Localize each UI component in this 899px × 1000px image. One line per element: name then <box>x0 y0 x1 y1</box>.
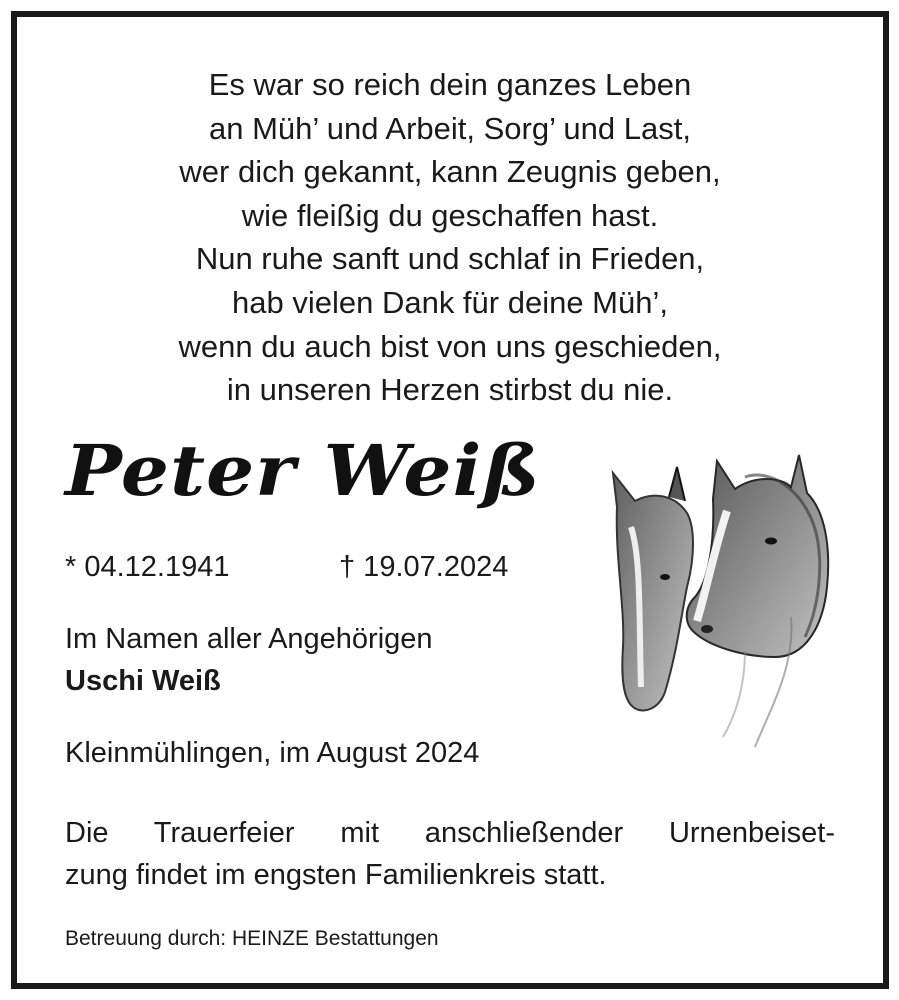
poem-line: an Müh’ und Arbeit, Sorg’ und Last, <box>209 110 691 146</box>
mourners-signer: Uschi Weiß <box>65 665 221 697</box>
deceased-name: Peter Weiß <box>65 429 541 512</box>
funeral-notice <box>65 812 835 896</box>
poem-line: wie fleißig du geschaffen hast. <box>241 197 659 233</box>
poem <box>17 63 883 412</box>
place-date: Kleinmühlingen, im August 2024 <box>65 737 480 769</box>
funeral-home-credit: Betreuung durch: HEINZE Bestattungen <box>65 927 439 950</box>
poem-line: Nun ruhe sanft und schlaf in Frieden, <box>195 241 705 277</box>
poem-line: wer dich gekannt, kann Zeugnis geben, <box>179 154 721 190</box>
poem-line: in unseren Herzen stirbst du nie. <box>226 372 674 408</box>
notice-line: Die Trauerfeier mit anschließender Urnenbeiset- <box>65 817 835 849</box>
poem-line: Es war so reich dein ganzes Leben <box>208 67 692 102</box>
poem-line: wenn du auch bist von uns geschieden, <box>178 328 722 364</box>
obituary-frame <box>11 11 889 989</box>
mourners-intro: Im Namen aller Angehörigen <box>65 623 433 655</box>
birth-date: * 04.12.1941 <box>65 551 230 583</box>
horses-drawing-icon <box>595 437 835 757</box>
poem-line: hab vielen Dank für deine Müh’, <box>232 284 668 320</box>
notice-line: zung findet im engsten Familienkreis statt. <box>65 859 607 891</box>
death-date: † 19.07.2024 <box>339 551 509 583</box>
